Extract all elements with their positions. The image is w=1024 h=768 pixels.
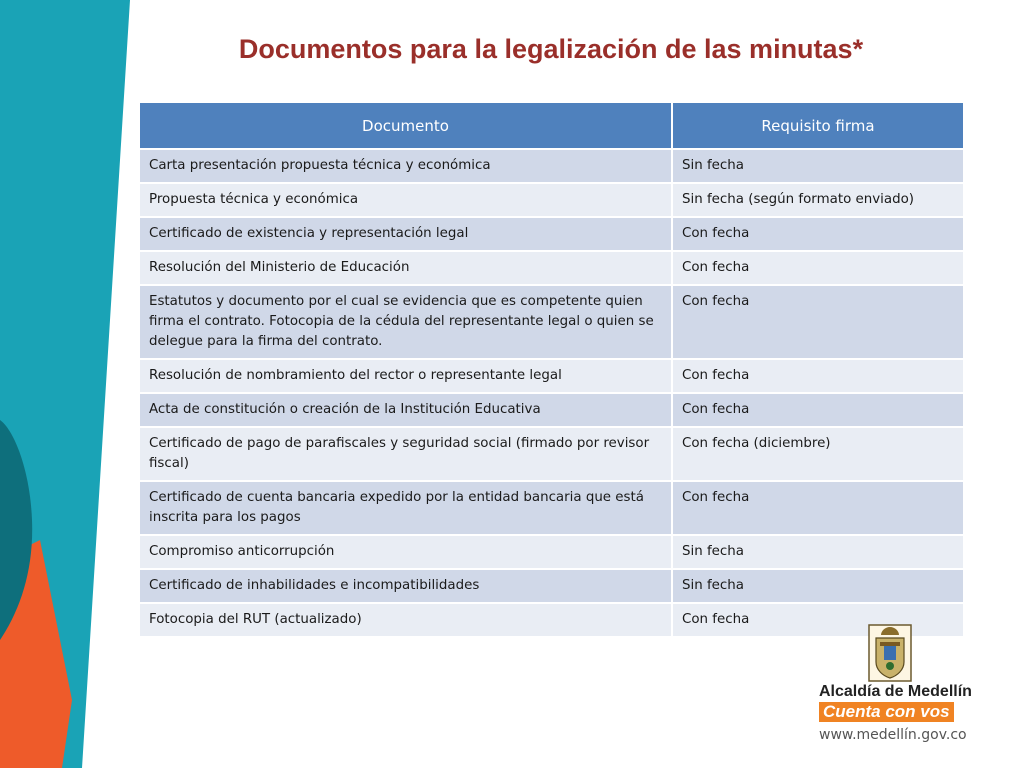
coat-of-arms-icon — [868, 624, 912, 682]
requirement-cell: Con fecha — [672, 393, 964, 427]
table-row — [139, 359, 964, 393]
header-documento: Documento — [139, 102, 672, 149]
document-cell: Estatutos y documento por el cual se evidencia que es competente quien firma el contrato. Fotocopia de la cédula del representante legal o quien se delegue para la firma del contrato. — [139, 285, 672, 359]
table-row — [139, 285, 964, 359]
document-cell: Certificado de pago de parafiscales y seguridad social (firmado por revisor fiscal) — [139, 427, 672, 481]
document-cell: Fotocopia del RUT (actualizado) — [139, 603, 672, 637]
document-cell: Resolución del Ministerio de Educación — [139, 251, 672, 285]
slide-title: Documentos para la legalización de las minutas* — [238, 34, 864, 64]
document-cell: Acta de constitución o creación de la Institución Educativa — [139, 393, 672, 427]
website-url: www.medellín.gov.co — [819, 727, 967, 743]
table-row — [139, 251, 964, 285]
document-cell: Propuesta técnica y económica — [139, 183, 672, 217]
document-cell: Certificado de cuenta bancaria expedido por la entidad bancaria que está inscrita para los pagos — [139, 481, 672, 535]
requirement-cell: Con fecha — [672, 603, 964, 637]
requirement-cell: Sin fecha (según formato enviado) — [672, 183, 964, 217]
requirement-cell: Con fecha — [672, 359, 964, 393]
table-row — [139, 603, 964, 637]
requirement-cell: Sin fecha — [672, 569, 964, 603]
document-cell: Resolución de nombramiento del rector o representante legal — [139, 359, 672, 393]
table-row — [139, 535, 964, 569]
header-requisito-firma: Requisito firma — [672, 102, 964, 149]
table-row — [139, 569, 964, 603]
table-row — [139, 217, 964, 251]
requirement-cell: Con fecha — [672, 217, 964, 251]
cuenta-con-vos-slogan: Cuenta con vos — [819, 702, 954, 722]
requirement-cell: Sin fecha — [672, 149, 964, 183]
requirement-cell: Con fecha (diciembre) — [672, 427, 964, 481]
document-cell: Certificado de existencia y representación legal — [139, 217, 672, 251]
table-row — [139, 427, 964, 481]
table-header-row — [139, 102, 964, 149]
documents-table — [138, 101, 965, 638]
table-row — [139, 393, 964, 427]
document-cell: Certificado de inhabilidades e incompatibilidades — [139, 569, 672, 603]
alcaldia-logo-name: Alcaldía de Medellín — [819, 683, 972, 700]
document-cell: Carta presentación propuesta técnica y económica — [139, 149, 672, 183]
table-row — [139, 149, 964, 183]
table-row — [139, 183, 964, 217]
requirement-cell: Sin fecha — [672, 535, 964, 569]
requirement-cell: Con fecha — [672, 285, 964, 359]
document-cell: Compromiso anticorrupción — [139, 535, 672, 569]
table-row — [139, 481, 964, 535]
requirement-cell: Con fecha — [672, 251, 964, 285]
requirement-cell: Con fecha — [672, 481, 964, 535]
